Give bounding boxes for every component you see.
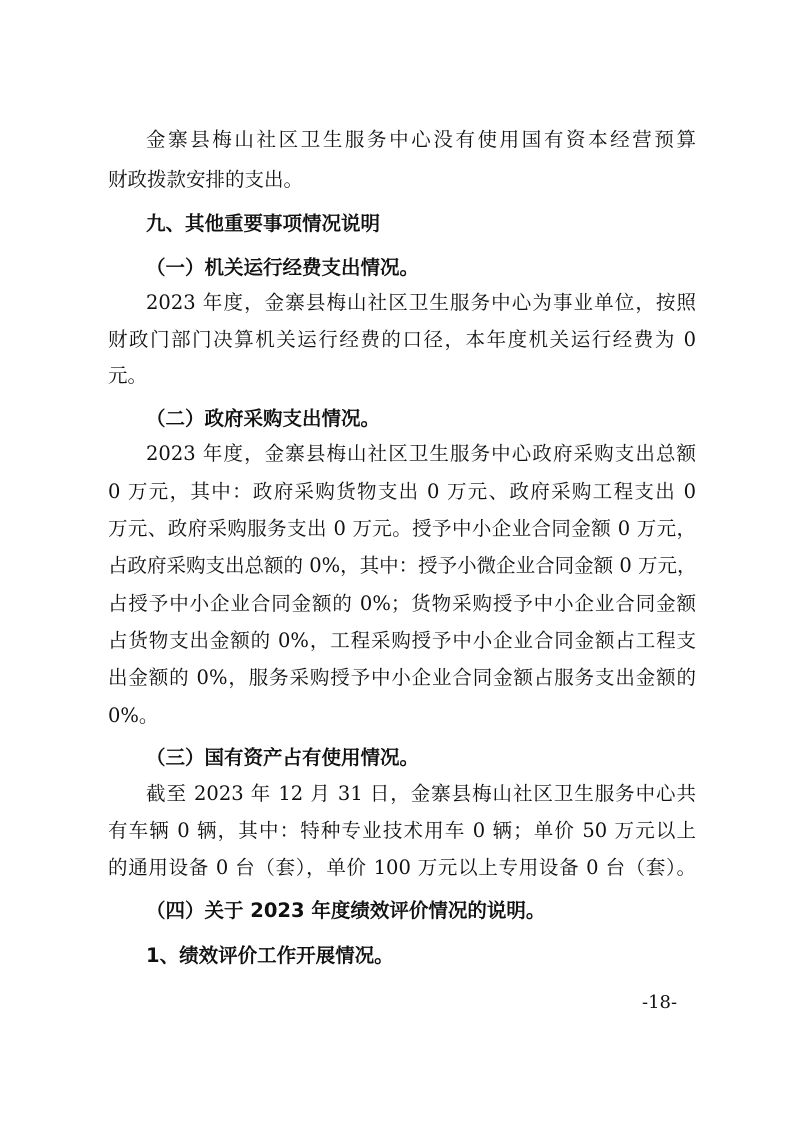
subsection-heading: （四）关于 2023 年度绩效评价情况的说明。	[146, 899, 546, 922]
paragraph-line: 0%。	[108, 704, 159, 727]
paragraph-line: 有车辆 0 辆，其中：特种专业技术用车 0 辆；单价 50 万元以上	[108, 819, 696, 842]
paragraph-line: 2023 年度，金寨县梅山社区卫生服务中心为事业单位，按照	[146, 291, 696, 314]
paragraph-line: 占政府采购支出总额的 0%，其中：授予小微企业合同金额 0 万元，	[108, 554, 697, 577]
paragraph-line: 出金额的 0%，服务采购授予中小企业合同金额占服务支出金额的	[108, 666, 696, 689]
paragraph-line: 财政拨款安排的支出。	[108, 168, 304, 191]
paragraph-line: 2023 年度，金寨县梅山社区卫生服务中心政府采购支出总额	[146, 442, 696, 465]
section-heading: 九、其他重要事项情况说明	[146, 212, 381, 235]
paragraph-line: 0 万元，其中：政府采购货物支出 0 万元、政府采购工程支出 0	[108, 480, 696, 503]
subsection-heading: （一）机关运行经费支出情况。	[146, 256, 420, 279]
paragraph-line: 元。	[108, 364, 148, 387]
paragraph-line: 财政门部门决算机关运行经费的口径，本年度机关运行经费为 0	[108, 328, 696, 351]
paragraph-line: 占货物支出金额的 0%，工程采购授予中小企业合同金额占工程支	[108, 629, 696, 652]
paragraph-line: 金寨县梅山社区卫生服务中心没有使用国有资本经营预算	[146, 128, 696, 151]
paragraph-line: 占授予中小企业合同金额的 0%；货物采购授予中小企业合同金额	[108, 592, 696, 615]
subsection-heading: 1、绩效评价工作开展情况。	[146, 944, 394, 967]
subsection-heading: （三）国有资产占有使用情况。	[146, 746, 420, 769]
paragraph-line: 的通用设备 0 台（套），单价 100 万元以上专用设备 0 台（套）。	[108, 856, 696, 879]
subsection-heading: （二）政府采购支出情况。	[146, 407, 381, 430]
paragraph-line: 万元、政府采购服务支出 0 万元。授予中小企业合同金额 0 万元，	[108, 517, 696, 540]
page-number: -18-	[642, 992, 678, 1013]
paragraph-line: 截至 2023 年 12 月 31 日，金寨县梅山社区卫生服务中心共	[146, 782, 696, 805]
